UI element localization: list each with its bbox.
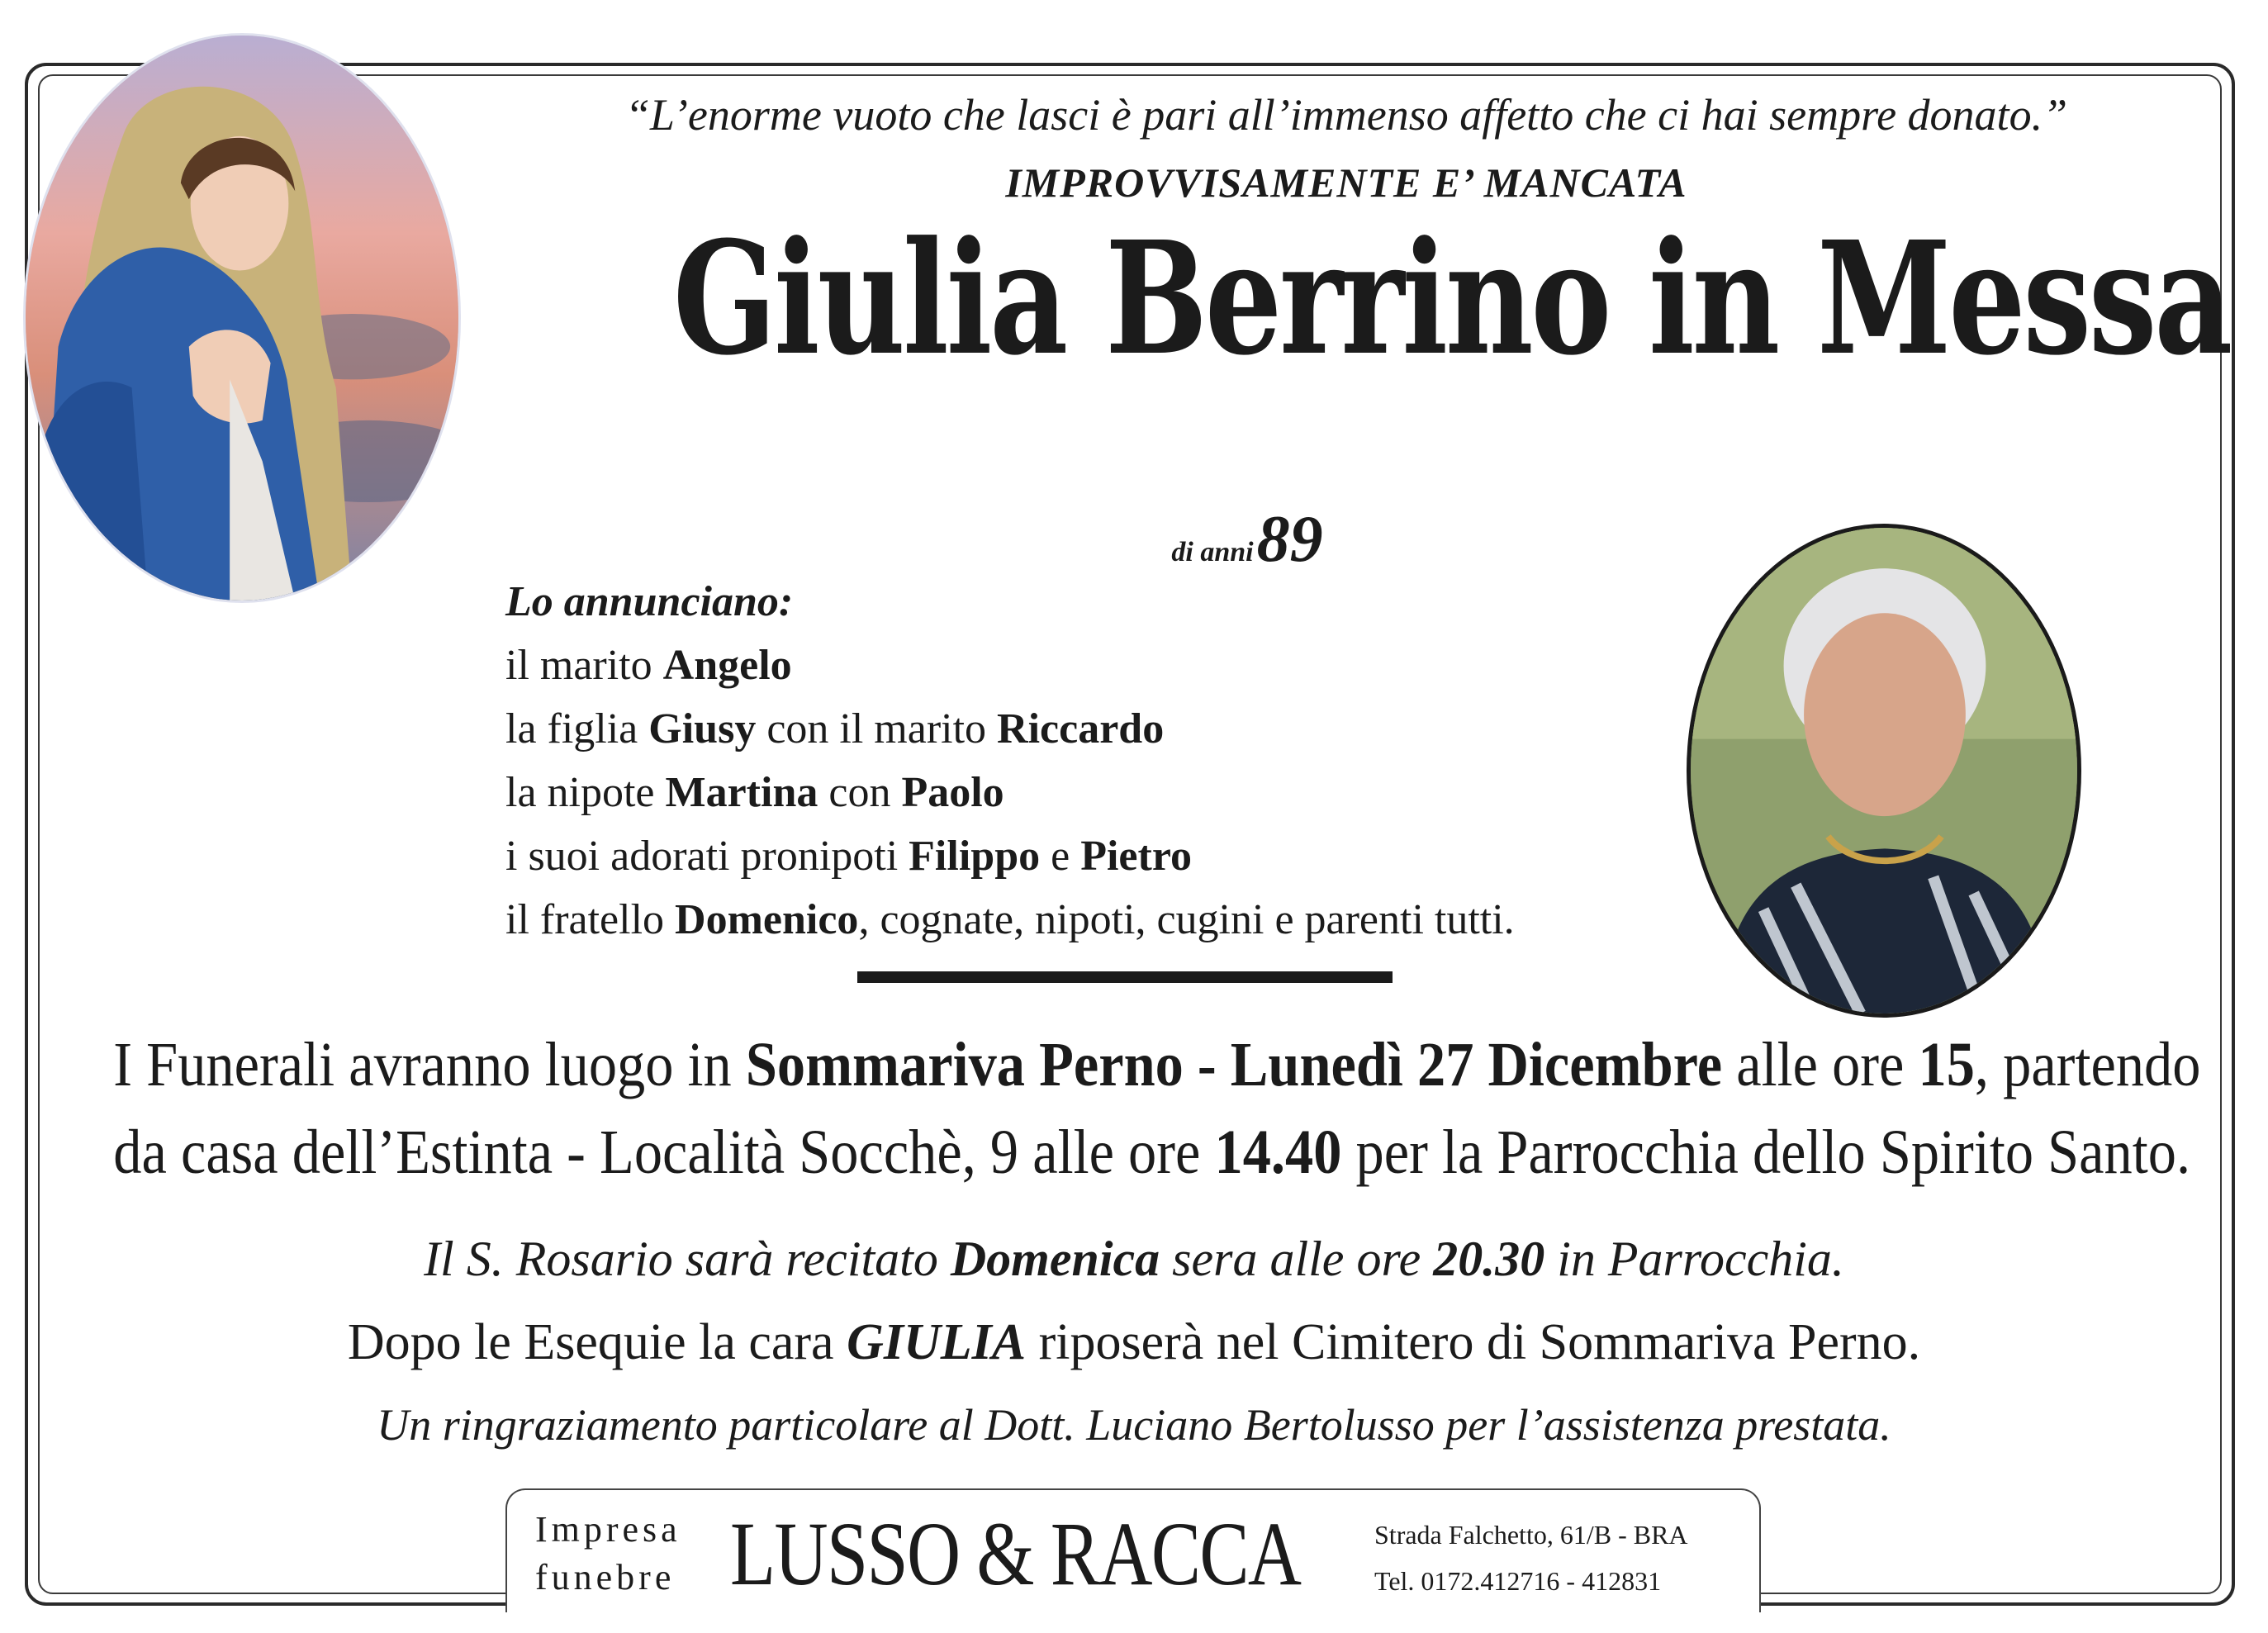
emphasis-text: Domenica: [950, 1232, 1160, 1286]
mourner-line: [505, 888, 1515, 952]
emphasis-text: Paolo: [901, 769, 1004, 816]
mourners-heading: Lo annunciano:: [505, 578, 794, 625]
text-segment: il marito: [505, 642, 663, 689]
emphasis-text: 14.40: [1214, 1118, 1342, 1187]
funeral-agency-box: [505, 1488, 1761, 1612]
deceased-portrait-photo: [1687, 524, 2081, 1018]
quote: “L’enorme vuoto che lasci è pari all’immenso affetto che ci hai sempre donato.”: [624, 90, 2068, 140]
agency-address: Strada Falchetto, 61/B - BRA: [1374, 1520, 1688, 1550]
emphasis-text: Angelo: [662, 642, 792, 689]
emphasis-text: Sommariva Perno - Lunedì 27 Dicembre: [745, 1030, 1723, 1099]
text-segment: I Funerali avranno luogo in: [113, 1030, 746, 1099]
text-segment: in Parrocchia.: [1544, 1232, 1844, 1286]
text-segment: , partendo: [1974, 1030, 2201, 1099]
age-line: [909, 502, 1586, 577]
emphasis-text: 15: [1918, 1030, 1975, 1099]
text-segment: e: [1040, 833, 1081, 880]
mourner-line: [505, 697, 1515, 761]
agency-label-line1: Impresa: [535, 1509, 681, 1550]
text-segment: riposerà nel Cimitero di Sommariva Perno.: [1026, 1314, 1921, 1370]
age-value: 89: [1256, 503, 1323, 576]
emphasis-text: Riccardo: [997, 705, 1165, 752]
mourner-line: [505, 761, 1515, 824]
funeral-line-1: [113, 1029, 2201, 1101]
rosary-line: [0, 1231, 2268, 1288]
text-segment: da casa dell’Estinta - Località Socchè, 9 alle ore: [113, 1118, 1215, 1187]
emphasis-text: Domenico: [675, 896, 859, 943]
agency-brand: LUSSO & RACCA: [730, 1503, 1301, 1604]
text-segment: Dopo le Esequie la cara: [347, 1314, 847, 1370]
divider-rule: [857, 971, 1393, 983]
madonna-praying-icon: [23, 33, 461, 603]
agency-label-line2: funebre: [535, 1557, 676, 1597]
text-segment: sera alle ore: [1160, 1232, 1434, 1286]
emphasis-text: Filippo: [909, 833, 1041, 880]
text-segment: la figlia: [505, 705, 649, 752]
text-segment: con: [818, 769, 902, 816]
mourner-line: [505, 634, 1515, 697]
text-segment: il fratello: [505, 896, 676, 943]
thanks-line: Un ringraziamento particolare al Dott. Luciano Bertolusso per l’assistenza prestata.: [377, 1400, 1891, 1450]
text-segment: i suoi adorati pronipoti: [505, 833, 909, 880]
text-segment: la nipote: [505, 769, 666, 816]
text-segment: con il marito: [756, 705, 998, 752]
emphasis-text: 20.30: [1433, 1232, 1545, 1286]
emphasis-text: Giusy: [648, 705, 757, 752]
text-segment: alle ore: [1722, 1030, 1919, 1099]
text-segment: per la Parrocchia dello Spirito Santo.: [1341, 1118, 2191, 1187]
text-segment: , cognate, nipoti, cugini e parenti tutti.: [858, 896, 1515, 943]
mourner-line: [505, 824, 1515, 888]
emphasis-text: GIULIA: [847, 1314, 1027, 1370]
funeral-line-2: [113, 1117, 2191, 1189]
emphasis-text: Martina: [665, 769, 818, 816]
age-label: di anni: [1171, 537, 1254, 567]
burial-line: [0, 1313, 2268, 1372]
agency-phone: Tel. 0172.412716 - 412831: [1374, 1566, 1662, 1596]
deceased-name: Giulia Berrino in Messa: [672, 207, 2231, 390]
text-segment: Il S. Rosario sarà recitato: [424, 1232, 951, 1286]
emphasis-text: Pietro: [1080, 833, 1192, 880]
mourners-block: [505, 570, 1515, 952]
announcement-title: IMPROVVISAMENTE E’ MANCATA: [1005, 159, 1687, 206]
